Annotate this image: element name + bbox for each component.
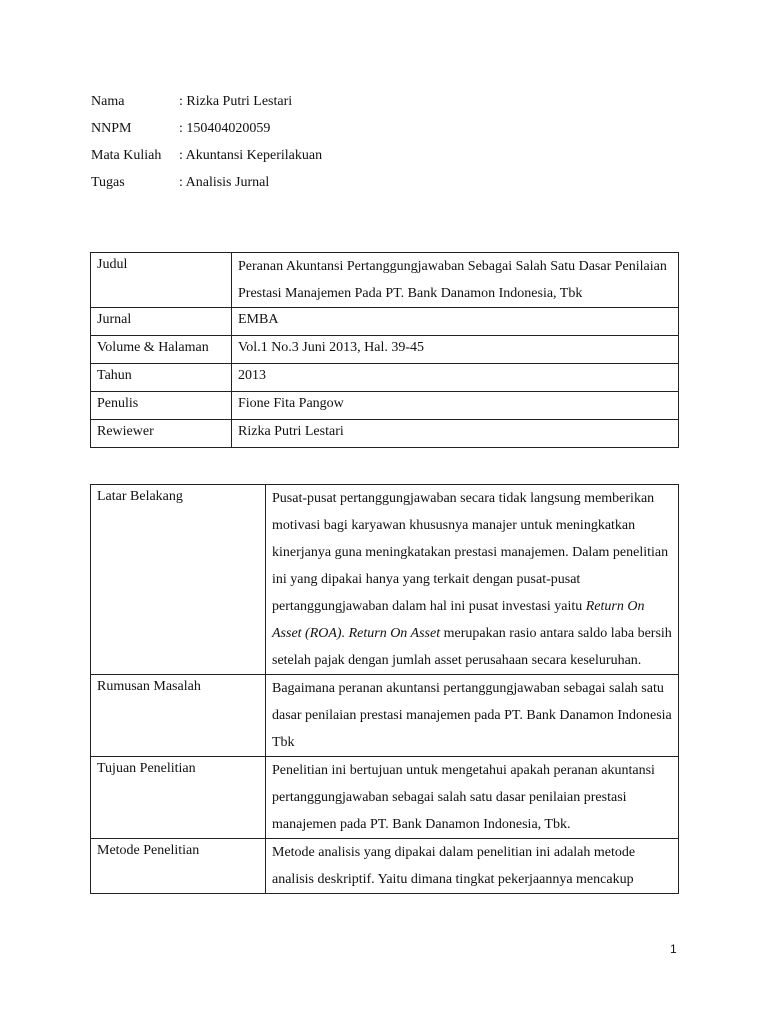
table-row xyxy=(91,420,679,448)
table-row xyxy=(91,392,679,420)
row-value: Metode analisis yang dipakai dalam penelitian ini adalah metode analisis deskriptif. Yaitu dimana tingkat pekerjaannya mencakup xyxy=(266,839,679,894)
text-segment: merupakan rasio antara saldo laba bersih setelah pajak dengan jumlah asset perusahaan secara keseluruhan. xyxy=(272,626,672,668)
header-label: Nama xyxy=(91,94,125,109)
row-value: 2013 xyxy=(232,364,679,392)
table-row xyxy=(91,253,679,308)
table-row xyxy=(91,308,679,336)
header-label: Mata Kuliah xyxy=(91,148,162,163)
header-row-tugas xyxy=(91,173,322,200)
row-label: Tujuan Penelitian xyxy=(91,757,266,839)
table-row xyxy=(91,485,679,675)
row-value: EMBA xyxy=(232,308,679,336)
header-value: : Analisis Jurnal xyxy=(179,175,270,190)
row-label: Rumusan Masalah xyxy=(91,675,266,757)
header-value: : 150404020059 xyxy=(179,121,271,136)
table-row xyxy=(91,757,679,839)
row-label: Latar Belakang xyxy=(91,485,266,675)
journal-info-table xyxy=(90,252,679,448)
row-label: Tahun xyxy=(91,364,232,392)
row-label: Judul xyxy=(91,253,232,308)
table-row xyxy=(91,364,679,392)
row-label: Metode Penelitian xyxy=(91,839,266,894)
row-value: Rizka Putri Lestari xyxy=(232,420,679,448)
header-value: : Akuntansi Keperilakuan xyxy=(179,148,323,163)
row-value: Vol.1 No.3 Juni 2013, Hal. 39-45 xyxy=(232,336,679,364)
header-row-nnpm xyxy=(91,119,322,146)
row-label: Penulis xyxy=(91,392,232,420)
text-segment: Pusat-pusat pertanggungjawaban secara tidak langsung memberikan motivasi bagi karyawan khususnya manajer untuk meningkatkan kinerjanya guna meningkatakan prestasi manajemen. Dalam penelitian ini yang dipakai hanya yang terkait dengan pusat-pusat pertanggungjawaban dalam hal ini pusat investasi yaitu xyxy=(272,491,669,614)
table-row xyxy=(91,675,679,757)
row-label: Jurnal xyxy=(91,308,232,336)
student-info-header xyxy=(91,92,322,200)
table-row xyxy=(91,839,679,894)
header-row-nama xyxy=(91,92,322,119)
italic-term: Return On Asset (ROA). Return On Asset xyxy=(272,599,645,641)
header-label: NNPM xyxy=(91,121,132,136)
header-value: : Rizka Putri Lestari xyxy=(179,94,293,109)
latar-belakang-text xyxy=(266,485,679,675)
header-row-mata-kuliah xyxy=(91,146,322,173)
table-row xyxy=(91,336,679,364)
journal-analysis-table xyxy=(90,484,679,894)
header-label: Tugas xyxy=(91,175,125,190)
row-label: Rewiewer xyxy=(91,420,232,448)
page-number: 1 xyxy=(670,942,677,956)
row-value: Penelitian ini bertujuan untuk mengetahui apakah peranan akuntansi pertanggungjawaban sebagai salah satu dasar penilaian prestasi manajemen pada PT. Bank Danamon Indonesia, Tbk. xyxy=(266,757,679,839)
row-value: Bagaimana peranan akuntansi pertanggungjawaban sebagai salah satu dasar penilaian prestasi manajemen pada PT. Bank Danamon Indonesia Tbk xyxy=(266,675,679,757)
row-value: Peranan Akuntansi Pertanggungjawaban Sebagai Salah Satu Dasar Penilaian Prestasi Manajemen Pada PT. Bank Danamon Indonesia, Tbk xyxy=(232,253,679,308)
row-value: Fione Fita Pangow xyxy=(232,392,679,420)
row-label: Volume & Halaman xyxy=(91,336,232,364)
